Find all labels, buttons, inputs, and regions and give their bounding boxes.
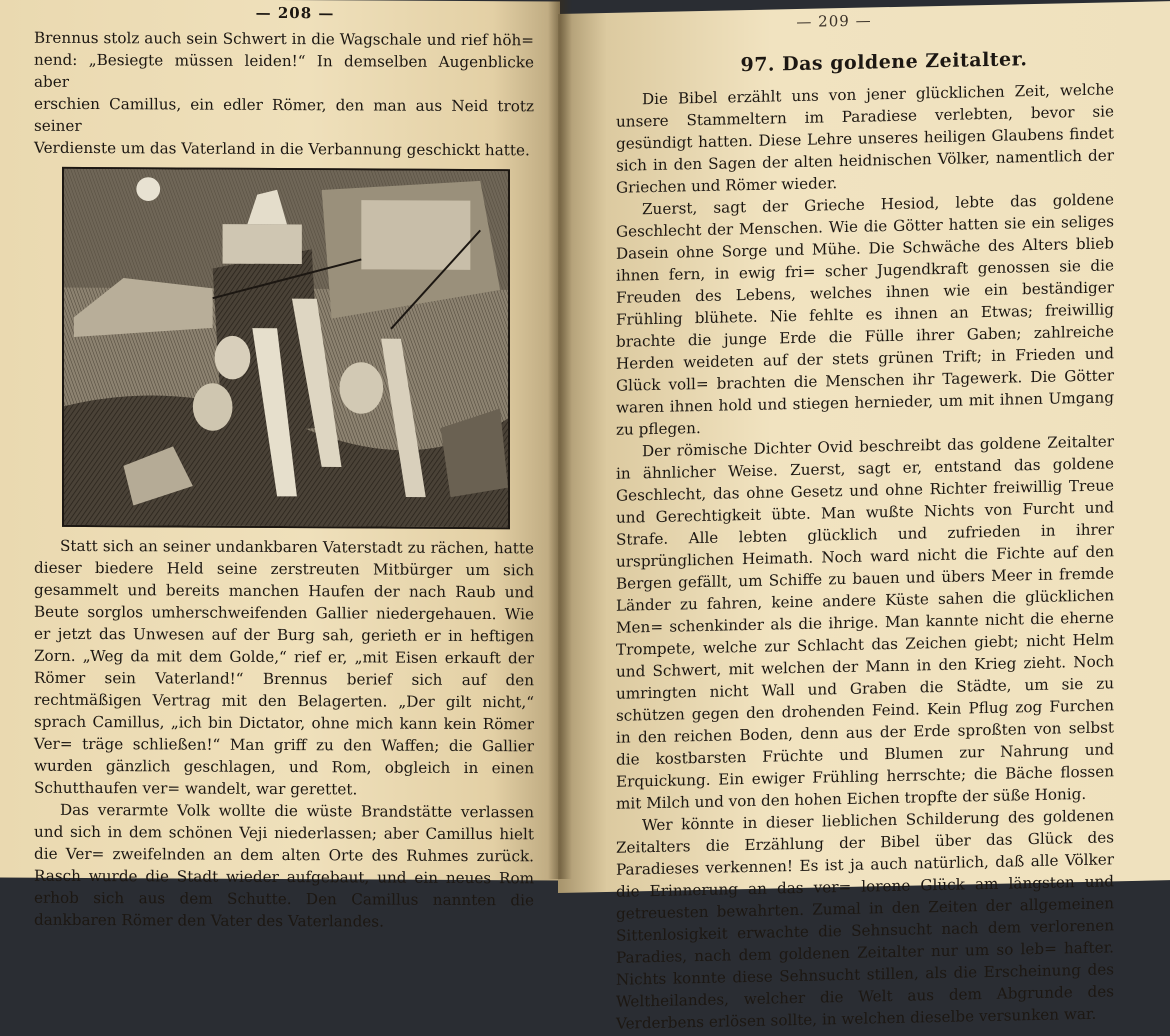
text-line: erschien Camillus, ein edler Römer, den man aus Neid trotz seiner (34, 94, 534, 135)
page-number-left: — 208 — (255, 3, 335, 23)
paragraph: Die Bibel erzählt uns von jener glücklichen Zeit, welche unsere Stammeltern im Paradiese verlebten, bevor sie gesündigt hatten. Diese Lehre unseres heiligen Glaubens findet sich in den Sagen der alten heidnischen Völker, namentlich der Griechen und Römer wieder. (616, 80, 1114, 197)
moon-shape (136, 177, 160, 201)
paragraph: Das verarmte Volk wollte die wüste Brandstätte verlassen und sich in dem schönen Veji niederlassen; aber Camillus hielt die Ver= zweifelnden an dem alten Orte des Ruhmes zurück. Rasch wurde die Stadt wieder aufgebaut, und ein neues Rom erhob sich aus dem Schutte. Den Camillus nannten die dankbaren Römer den Vater des Vaterlandes. (34, 800, 534, 931)
battle-scene-engraving (64, 169, 508, 527)
left-page (0, 0, 560, 931)
left-top-text (0, 27, 560, 162)
right-page (558, 1, 1170, 1033)
paragraph: Statt sich an seiner undankbaren Vaterstadt zu rächen, hatte dieser biedere Held seine zerstreuten Mitbürger um sich gesammelt und bereits manchen Haufen der nach Raub und Beute sorglos umherschweifenden Gallier niedergehauen. Wie er jetzt das Unwesen auf der Burg sah, gerieth er in heftigen Zorn. „Weg da mit dem Golde,“ rief er, „mit Eisen erkauft der Römer sein Vaterland!“ Brennus berief sich auf den rechtmäßigen Vertrag mit den Belagerten. „Der gilt nicht,“ sprach Camillus, „ich bin Dictator, ohne mich kann kein Römer Ver= träge schließen!“ Man griff zu den Waffen; die Gallier wurden gänzlich geschlagen, und Rom, obgleich in einen Schutthaufen ver= wandelt, war gerettet. (34, 536, 534, 799)
book-gutter (548, 0, 572, 879)
paragraph: Zuerst, sagt der Grieche Hesiod, lebte das goldene Geschlecht der Menschen. Wie die Götter hatten sie ein seliges Dasein ohne Sorge und Mühe. Die Schwäche des Alters blieb ihnen fern, in ewig fri= scher Jugendkraft genossen sie die Freuden des Lebens, welches ihnen wie ein beständiger Frühling blühete. Nie fehlte es ihnen an Etwas; freiwillig brachte die junge Erde die Fülle ihrer Gaben; zahlreiche Herden weideten auf der stets grünen Trift; in Frieden und Glück voll= brachten die Menschen ihr Tagewerk. Die Götter waren ihnen hold und stiegen hernieder, um mit ihnen Umgang zu pflegen. (616, 190, 1114, 439)
paragraph: Der römische Dichter Ovid beschreibt das goldene Zeitalter in ähnlicher Weise. Zuerst, sagt er, entstand das goldene Geschlecht, das ohne Gesetz und ohne Richter freiwillig Treue und Gerechtigkeit übte. Man wußte Nichts von Furcht und Strafe. Alle lebten glücklich und zufrieden in ihrer ursprünglichen Heimath. Noch ward nicht die Fichte auf den Bergen gefällt, um Schiffe zu bauen und übers Meer in fremde Länder zu fahren, keine andere Küste sahen die glücklichen Men= schenkinder als die ihrige. Man kannte nicht die eherne Trompete, welche zur Schlacht das Zeichen giebt; nicht Helm und Schwert, mit welchen der Mann in den Krieg zieht. Noch umringten nicht Wall und Graben die Städte, um sie zu schützen gegen den drohenden Feind. Kein Pflug zog Furchen in den reichen Boden, denn aus der Erde sproßten von selbst die kostbarsten Früchte und Blumen zur Nahrung und Erquickung. Ein ewiger Frühling herrschte; die Bäche flossen mit Milch und von den hohen Eichen tropfte der süße Honig. (616, 432, 1114, 813)
text-line: Verdienste um das Vaterland in die Verbannung geschickt hatte. (34, 138, 530, 160)
chapter-heading: 97. Das goldene Zeitalter. (740, 48, 1028, 77)
paragraph: Wer könnte in dieser lieblichen Schilderung des goldenen Zeitalters die Erzählung der Bibel über das Glück des Paradieses verkennen! Es ist ja auch natürlich, daß alle Völker die Erinnerung an das ver= lorene Glück am längsten und getreuesten bewahrten. Zumal in den Zeiten der allgemeinen Sittenlosigkeit erwachte die Sehnsucht nach dem verlorenen Paradies, nach dem goldenen Zeitalter nur um so leb= hafter. Nichts konnte diese Sehnsucht stillen, als die Erscheinung des Weltheilandes, welcher die Welt aus dem Abgrunde des Verderbens erlösen sollte, in welchen dieselbe versunken war. (616, 806, 1114, 1033)
left-body-text (0, 535, 560, 934)
page-number-right: — 209 — (796, 11, 872, 32)
text-line: nend: „Besiegte müssen leiden!“ In demselben Augenblicke aber (34, 50, 534, 91)
text-line: Brennus stolz auch sein Schwert in die Wagschale und rief höh= (34, 28, 534, 50)
right-body-text (558, 77, 1170, 1036)
engraving-illustration (62, 167, 510, 529)
